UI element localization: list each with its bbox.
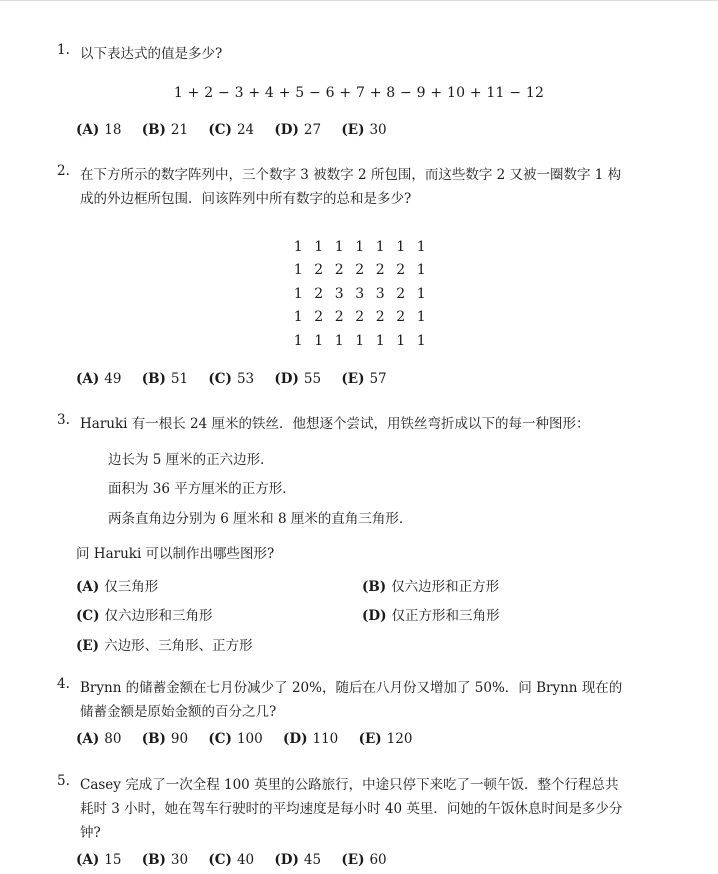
array-cell: 1 xyxy=(416,238,426,255)
array-cell: 1 xyxy=(416,262,426,279)
problem-5-options xyxy=(76,852,387,868)
array-cell: 2 xyxy=(314,262,324,279)
array-cell: 1 xyxy=(375,332,385,349)
option-e[interactable]: (E) 60 xyxy=(341,852,387,868)
array-cell: 2 xyxy=(375,262,385,279)
option-c[interactable]: (C) 仅六边形和三角形 xyxy=(76,608,213,624)
array-row xyxy=(288,282,432,306)
option-d[interactable]: (D) 55 xyxy=(274,371,322,387)
problem-2-number: 2. xyxy=(57,163,70,179)
array-cell: 1 xyxy=(416,285,426,302)
option-e[interactable]: (E) 57 xyxy=(341,371,387,387)
array-cell: 2 xyxy=(314,309,324,326)
option-c[interactable]: (C) 53 xyxy=(208,371,255,387)
problem-4-text-line2: 储蓄金额是原始金额的百分之几? xyxy=(80,704,277,720)
array-cell: 2 xyxy=(375,309,385,326)
problem-1-text: 以下表达式的值是多少? xyxy=(80,46,223,62)
array-cell: 1 xyxy=(396,238,406,255)
array-cell: 1 xyxy=(293,262,303,279)
array-row xyxy=(288,259,432,283)
option-b[interactable]: (B) 仅六边形和正方形 xyxy=(362,579,500,595)
option-a[interactable]: (A) 仅三角形 xyxy=(76,579,159,595)
array-cell: 3 xyxy=(355,285,365,302)
array-cell: 2 xyxy=(355,262,365,279)
problem-5-text-line2: 耗时 3 小时，她在驾车行驶时的平均速度是每小时 40 英里．问她的午饭休息时间是多少分 xyxy=(80,801,623,817)
array-cell: 1 xyxy=(334,238,344,255)
problem-5-number: 5. xyxy=(57,773,70,789)
problem-4-number: 4. xyxy=(57,676,70,692)
problem-5-text-line3: 钟? xyxy=(80,825,101,841)
problem-2-options xyxy=(76,371,387,387)
option-d[interactable]: (D) 仅正方形和三角形 xyxy=(362,608,500,624)
array-cell: 1 xyxy=(293,238,303,255)
array-cell: 1 xyxy=(334,332,344,349)
option-a[interactable]: (A) 18 xyxy=(76,122,122,138)
problem-2-text-line1: 在下方所示的数字阵列中，三个数字 3 被数字 2 所包围，而这些数字 2 又被一圈数字 1 构 xyxy=(80,167,622,183)
array-cell: 3 xyxy=(375,285,385,302)
array-cell: 2 xyxy=(396,262,406,279)
option-e[interactable]: (E) 30 xyxy=(341,122,387,138)
array-row xyxy=(288,306,432,330)
shape-triangle: 两条直角边分别为 6 厘米和 8 厘米的直角三角形． xyxy=(108,511,413,527)
number-array xyxy=(288,235,432,353)
problem-1-options xyxy=(76,122,387,138)
option-d[interactable]: (D) 45 xyxy=(274,852,322,868)
problem-2-text-line2: 成的外边框所包围．问该阵列中所有数字的总和是多少? xyxy=(80,191,412,207)
array-cell: 1 xyxy=(355,332,365,349)
array-cell: 1 xyxy=(396,332,406,349)
array-cell: 1 xyxy=(293,285,303,302)
array-cell: 1 xyxy=(375,238,385,255)
option-a[interactable]: (A) 15 xyxy=(76,852,122,868)
problem-1-number: 1. xyxy=(57,42,70,58)
array-row xyxy=(288,329,432,353)
problem-1-expression: 1 + 2 − 3 + 4 + 5 − 6 + 7 + 8 − 9 + 10 + 11 − 12 xyxy=(173,85,545,101)
option-b[interactable]: (B) 21 xyxy=(141,122,189,138)
option-a[interactable]: (A) 80 xyxy=(76,731,122,747)
shape-hexagon: 边长为 5 厘米的正六边形． xyxy=(108,452,274,468)
problem-3-number: 3. xyxy=(57,412,70,428)
problem-5-text-line1: Casey 完成了一次全程 100 英里的公路旅行，中途只停下来吃了一顿午饭．整个行程总共 xyxy=(80,777,619,793)
option-a[interactable]: (A) 49 xyxy=(76,371,122,387)
option-b[interactable]: (B) 51 xyxy=(141,371,189,387)
option-e[interactable]: (E) 六边形、三角形、正方形 xyxy=(76,638,253,654)
array-cell: 2 xyxy=(314,285,324,302)
option-c[interactable]: (C) 40 xyxy=(208,852,255,868)
array-cell: 1 xyxy=(293,332,303,349)
array-cell: 2 xyxy=(396,309,406,326)
array-cell: 1 xyxy=(293,309,303,326)
array-cell: 2 xyxy=(355,309,365,326)
option-c[interactable]: (C) 24 xyxy=(208,122,255,138)
array-cell: 3 xyxy=(334,285,344,302)
array-cell: 2 xyxy=(334,262,344,279)
shape-square: 面积为 36 平方厘米的正方形． xyxy=(108,481,296,497)
array-cell: 1 xyxy=(416,332,426,349)
array-cell: 1 xyxy=(355,238,365,255)
number-array-table xyxy=(288,235,432,353)
option-c[interactable]: (C) 100 xyxy=(208,731,263,747)
problem-4-options xyxy=(76,731,412,747)
array-row xyxy=(288,235,432,259)
option-b[interactable]: (B) 90 xyxy=(141,731,189,747)
problem-4-text-line1: Brynn 的储蓄金额在七月份减少了 20%，随后在八月份又增加了 50%．问 Brynn 现在的 xyxy=(80,680,623,696)
option-d[interactable]: (D) 110 xyxy=(283,731,339,747)
array-cell: 2 xyxy=(334,309,344,326)
option-e[interactable]: (E) 120 xyxy=(358,731,413,747)
array-cell: 2 xyxy=(396,285,406,302)
array-cell: 1 xyxy=(314,332,324,349)
problem-3-question: 问 Haruki 可以制作出哪些图形? xyxy=(76,546,275,562)
array-cell: 1 xyxy=(416,309,426,326)
problem-3-text: Haruki 有一根长 24 厘米的铁丝．他想逐个尝试，用铁丝弯折成以下的每一种图形： xyxy=(80,416,590,432)
option-b[interactable]: (B) 30 xyxy=(141,852,189,868)
option-d[interactable]: (D) 27 xyxy=(274,122,322,138)
array-cell: 1 xyxy=(314,238,324,255)
